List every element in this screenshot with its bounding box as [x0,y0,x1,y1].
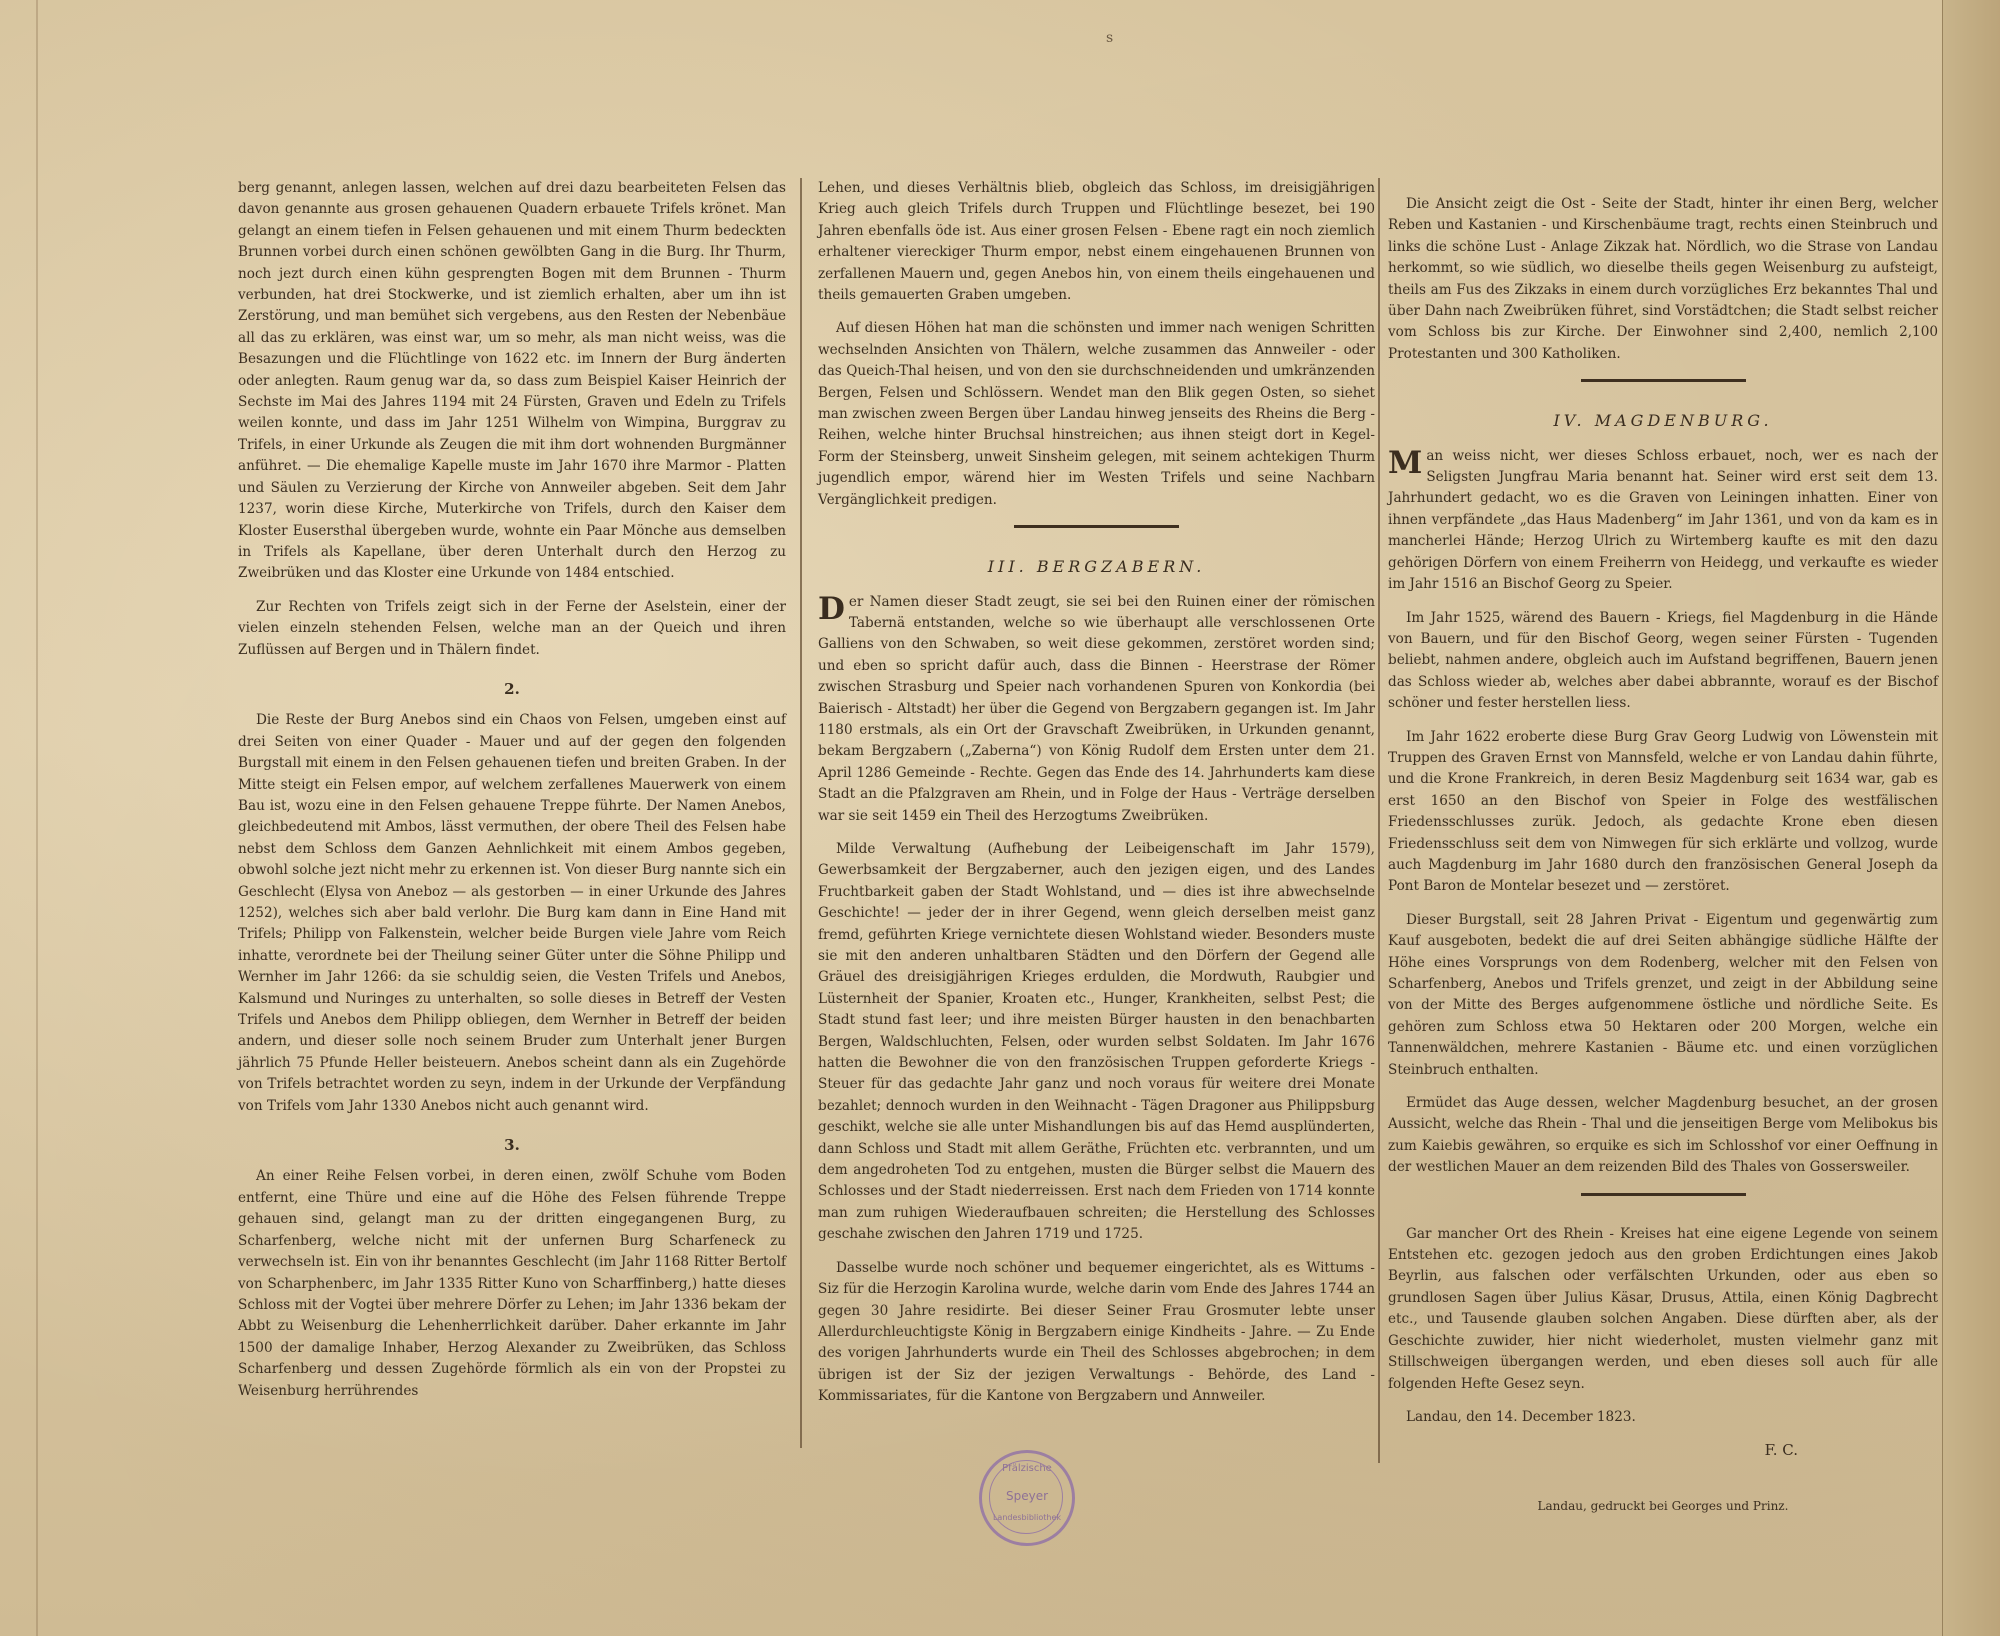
paragraph: Auf diesen Höhen hat man die schönsten und immer nach wenigen Schritten wechselnden Ansichten von Thälern, welche zusammen das Annweiler - oder das Queich-Thal heisen, und von den sie durchschneidenden und umkränzenden Bergen, Felsen und Schlössern. Wendet man den Blik gegen Osten, so siehet man zwischen zween Bergen über Landau hinweg jenseits des Rheins die Berg - Reihen, welche hinter Bruchsal hinstreichen; aus ihnen steigt dort in Kegel-Form der Steinsberg, unweit Sinsheim gelegen, mit seinem achtekigen Thurm jugendlich empor, wärend hier im Westen Trifels und seine Nachbarn Vergänglichkeit predigen. [818,320,1375,508]
text-column-right [1388,194,1938,1517]
section-divider [1581,1193,1746,1196]
paragraph-text: er Namen dieser Stadt zeugt, sie sei bei den Ruinen einer der römischen Tabernä entstanden, welche so wie überhaupt alle verschlossenen Orte Galliens von den Schwaben, so weit diese gekommen, zerstöret worden sind; und eben so spricht dafür auch, dass die Binnen - Heerstrase der Römer zwischen Strasburg und Speier nach vorhandenen Spuren von Konkordia (bei Baierisch - Altstadt) her über die Gegend von Bergzabern gegangen ist. Im Jahr 1180 erstmals, als ein Ort der Gravschaft Zweibrüken, in Urkunden genannt, bekam Bergzabern („Zaberna“) von König Rudolf dem Ersten unter dem 21. April 1286 Gemeinde - Rechte. Gegen das Ende des 14. Jahrhunderts kam diese Stadt an die Pfalzgraven am Rhein, und in Folge der Haus - Verträge derselben war sie seit 1459 ein Theil des Herzogtums Zweibrüken. [818,593,1375,824]
stamp-text-top: Pfälzische [1002,1463,1052,1474]
paragraph: Dieser Burgstall, seit 28 Jahren Privat - Eigentum und gegenwärtig zum Kauf ausgeboten, bedekt die auf drei Seiten abhängige südliche Hälfte der Höhe eines Vorsprungs von dem Rodenberg, welcher mit den Felsen von Scharfenberg, Anebos und Trifels grenzet, und zeigt in der Abbildung seine von der Mitte des Berges aufgenommene östliche und nördliche Seite. Es gehören zum Schloss etwa 50 Hektaren oder 200 Morgen, welche ein Tannenwäldchen, mehrere Kastanien - Bäume etc. und einen vorzüglichen Steinbruch enthalten. [1388,911,1938,1078]
paragraph: Zur Rechten von Trifels zeigt sich in der Ferne der Aselstein, einer der vielen einzeln stehenden Felsen, welche man an der Queich und ihren Zuflüssen auf Bergen und in Thälern findet. [238,598,786,658]
text-column-middle [818,178,1375,1420]
paragraph: Ermüdet das Auge dessen, welcher Magdenburg besuchet, an der grosen Aussicht, welche das Rhein - Thal und die jenseitigen Berge vom Melibokus bis zum Kaiebis gewähren, so erquike es sich im Schlosshof vor einer Oeffnung in der westlichen Mauer an dem reizenden Bild des Thales von Gossersweiler. [1388,1095,1938,1176]
paragraph-text: an weiss nicht, wer dieses Schloss erbauet, noch, wer es nach der Seligsten Jungfrau Maria benannt hat. Seiner wird erst seit dem 13. Jahrhundert gedacht, wo es die Graven von Leiningen inhatten. Einer von ihnen verpfändete „das Haus Madenberg“ im Jahr 1361, und von da kam es in mancherlei Hände; Herzog Ulrich zu Wirtemberg kaufte es mit den dazu gehörigen Dörfern von einem Freiherrn von Heidegg, und verkaufte es wieder im Jahr 1516 an Bischof Georg zu Speier. [1388,447,1938,593]
section-divider [1581,379,1746,382]
section-divider [1014,525,1179,528]
paragraph: An einer Reihe Felsen vorbei, in deren einen, zwölf Schuhe vom Boden entfernt, eine Thüre und eine auf die Höhe des Felsen führende Treppe gehauen sind, gelangt man zu der dritten eingegangenen Burg, zu Scharfenberg, welche nicht mit der unfernen Burg Scharfeneck zu verwechseln ist. Ein von ihr benanntes Geschlecht (im Jahr 1168 Ritter Bertolf von Scharphenberc, im Jahr 1335 Ritter Kuno von Scharffinberg,) hatte dieses Schloss mit der Vogtei über mehrere Dörfer zu Lehen; im Jahr 1336 bekam der Abbt zu Weisenburg die Lehenherrlichkeit darüber. Daher erkannte im Jahr 1500 der damalige Inhaber, Herzog Alexander zu Zweibrüken, das Schloss Scharfenberg und dessen Zugehörde förmlich als ein von der Propstei zu Weisenburg herrührendes [238,1168,786,1399]
printer-imprint: Landau, gedruckt bei Georges und Prinz. [1537,1498,1789,1513]
section-number: 3. [504,1136,520,1155]
library-stamp [979,1450,1075,1546]
paragraph: Gar mancher Ort des Rhein - Kreises hat eine eigene Legende von seinem Entstehen etc. gezogen jedoch aus den groben Erdichtungen eines Jakob Beyrlin, aus falschen oder verfälschten Urkunden, oder aus eben so grundlosen Sagen über Julius Käsar, Drusus, Attila, einen König Dagbrecht etc., und Tausende glauben solchen Angaben. Diese dürften aber, als der Geschichte zuwider, hier nicht wiederholet, musten vielmehr ganz mit Stillschweigen übergangen werden, und eben dieses soll auch für alle folgenden Hefte Gesez seyn. [1388,1225,1938,1392]
paragraph: Milde Verwaltung (Aufhebung der Leibeigenschaft im Jahr 1579), Gewerbsamkeit der Bergzaberner, auch den jezigen eigen, und des Landes Fruchtbarkeit gaben der Stadt Wohlstand, und — dies ist ihre abwechselnde Geschichte! — jeder der in ihrer Gegend, wenn gleich derselben meist ganz fremd, geführten Kriege vernichtete diesen Wohlstand wieder. Besonders muste sie mit den anderen unhaltbaren Städten und den Dörfern der Gegend alle Gräuel des dreisigjährigen Krieges erdulden, die Mordwuth, Raubgier und Lüsternheit der Spanier, Kroaten etc., Hunger, Krankheiten, selbst Pest; die Stadt stund fast leer; und ihre meisten Bürger hausten in den benachbarten Bergen, Waldschluchten, Felsen, oder wurden selbst Soldaten. Im Jahr 1676 hatten die Bewohner die von den französischen Truppen geforderte Kriegs - Steuer für das gedachte Jahr ganz und noch voraus für weitere drei Monate bezahlet; dennoch wurden in den Weihnacht - Tägen Dragoner aus Philippsburg geschikt, welche sie alle unter Mishandlungen bis auf das Hemd ausplünderten, dann Schloss und Stadt mit allem Geräthe, Früchten etc. verbrannten, und um dem angedroheten Tod zu entgehen, musten die Bürger selbst die Mauern des Schlosses und der Stadt niederreissen. Erst nach dem Frieden von 1714 konnte man zum ruhigen Wiederaufbauen schreiten; die Herstellung des Schlosses geschahe zwischen den Jahren 1719 und 1725. [818,840,1375,1243]
section-heading: IV. MAGDENBURG. [1553,411,1773,431]
page-mark: s [1106,30,1114,46]
paragraph: Die Reste der Burg Anebos sind ein Chaos von Felsen, umgeben einst auf drei Seiten von einer Quader - Mauer und auf der gegen den folgenden Burgstall mit einem in den Felsen gehauenen tiefen und breiten Graben. In der Mitte steigt ein Felsen empor, auf welchem zerfallenes Mauerwerk von einem Bau ist, wozu eine in den Felsen gehauene Treppe führte. Der Namen Anebos, gleichbedeutend mit Ambos, lässt vermuthen, der obere Theil des Felsen habe nebst dem Schloss dem Ganzen Aehnlichkeit mit einem Ambos gegeben, obwohl solche jezt nicht mehr zu erkennen ist. Von dieser Burg nannte sich ein Geschlecht (Elysa von Aneboz — als gestorben — in einer Urkunde des Jahres 1252), welches sich aber bald verlohr. Die Burg kam dann in Eine Hand mit Trifels; Philipp von Falkenstein, welcher beide Burgen viele Jahre vom Reich inhatte, verordnete bei der Theilung seiner Güter unter die Söhne Philipp und Wernher im Jahr 1266: da sie schuldig seien, die Vesten Trifels und Anebos, Kalsmund und Nuringes zu unterhalten, so solle dieses in Betreff der Vesten Trifels und Anebos dem Philipp obliegen, dem Wernher in Betreff der beiden andern, und dieser solle noch seinem Bruder zum Unterhalt jener Burgen jährlich 75 Pfunde Heller beisteuern. Anebos scheint dann als ein Zugehörde von Trifels betrachtet worden zu seyn, indem in der Urkunde der Verpfändung von Trifels vom Jahr 1330 Anebos nicht auch genannt wird. [238,712,786,1114]
paragraph: Im Jahr 1525, wärend des Bauern - Kriegs, fiel Magdenburg in die Hände von Bauern, und für den Bischof Georg, wegen seiner Fürsten - Tugenden beliebt, nahmen andere, obgleich auch im Aufstand begriffenen, Bauern jenen das Schloss wieder ab, welches aber dabei abbrannte, worauf es der Bischof schöner und fester herstellen liess. [1388,609,1938,712]
stamp-text-middle: Speyer [1005,1489,1049,1503]
drop-cap: M [1388,444,1423,481]
paragraph [1388,446,1938,596]
paragraph: berg genannt, anlegen lassen, welchen auf drei dazu bearbeiteten Felsen das davon genannte aus grosen gehauenen Quadern erbauete Trifels krönet. Man gelangt an einem tiefen in Felsen gehauenen und mit einem Thurm bedeckten Brunnen vorbei durch einen schönen gewölbten Gang in die Burg. Ihr Thurm, noch jezt durch einen kühn gesprengten Bogen mit dem Brunnen - Thurm verbunden, hat drei Stockwerke, und ist ziemlich erhalten, aber um ihn ist Zerstörung, und man bemühet sich vergebens, aus den Resten der Nebenbäue all das zu erklären, was einst war, um so mehr, als man nicht weiss, was die Besazungen und die Flüchtlinge von 1622 etc. im Innern der Burg änderten oder anlegten. Raum genug war da, so dass zum Beispiel Kaiser Heinrich der Sechste im Mai des Jahres 1194 mit 24 Fürsten, Graven und Edeln zu Trifels weilen konnte, und dass im Jahr 1251 Wilhelm von Wimpina, Burggrav zu Trifels, in einer Urkunde als Zeugen die mit ihm dort wohnenden Burgmänner anführet. — Die ehemalige Kapelle muste im Jahr 1670 ihre Marmor - Platten und Säulen zu Verzierung der Kirche von Annweiler abgeben. Seit dem Jahr 1237, worin diese Kirche, Muterkirche von Trifels, durch den Kaiser dem Kloster Eusersthal übergeben wurde, wohnte ein Paar Mönche aus demselben in Trifels als Kapellane, über deren Unterhalt durch den Herzog zu Zweibrüken und das Kloster eine Urkunde von 1484 entschied. [238,180,786,582]
paragraph: Die Ansicht zeigt die Ost - Seite der Stadt, hinter ihr einen Berg, welcher Reben und Kastanien - und Kirschenbäume tragt, rechts einen Steinbruch und links die schöne Lust - Anlage Zikzak hat. Nördlich, wo die Strase von Landau herkommt, so wie südlich, wo dieselbe theils gegen Weisenburg zu aufsteigt, theils am Fus des Zikzaks in einem durch vorzügliches Erz bekanntes Thal und über Dahn nach Zweibrüken führet, sind Vorstädtchen; die Stadt selbst reicher vom Schloss bis zur Kirche. Der Einwohner sind 2,400, nemlich 2,100 Protestanten und 300 Katholiken. [1388,196,1938,362]
drop-cap: D [818,590,845,627]
page-edge [1942,0,2000,1636]
paragraph [818,592,1375,827]
column-divider [800,178,802,1448]
stamp-text-bottom: Landesbibliothek [992,1513,1062,1522]
section-number: 2. [504,679,520,698]
dateline: Landau, den 14. December 1823. [1406,1408,1636,1425]
text-column-left [238,178,786,1414]
paragraph: Dasselbe wurde noch schöner und bequemer eingerichtet, als es Wittums - Siz für die Herzogin Karolina wurde, welche darin vom Ende des Jahres 1744 an gegen 30 Jahre residirte. Bei dieser Seiner Frau Grosmuter lebte unser Allerdurchleuchtigste König in Bergzabern einige Kindheits - Jahre. — Zu Ende des vorigen Jahrhunderts wurde ein Theil des Schlosses abgebrochen; in dem übrigen ist der Siz der jezigen Verwaltungs - Behörde, des Land - Kommissariates, für die Kantone von Bergzabern und Annweiler. [818,1259,1375,1405]
section-heading: III. BERGZABERN. [987,557,1206,577]
page-fold-line [36,0,38,1636]
signature: F. C. [1764,1441,1798,1460]
paragraph: Im Jahr 1622 eroberte diese Burg Grav Georg Ludwig von Löwenstein mit Truppen des Graven Ernst von Mannsfeld, welche er von Landau dahin führte, und die Krone Frankreich, in deren Besiz Magdenburg seit 1634 war, gab es erst 1650 an den Bischof von Speier in Folge des westfälischen Friedensschlusses zurük. Jedoch, als gedachte Krone eben diesen Friedensschluss seit dem von Nimwegen für sich erklärte und vollzog, wurde auch Magdenburg im Jahr 1680 durch den französischen General Joseph da Pont Baron de Montelar besezet und — zerstöret. [1388,728,1938,895]
column-divider [1378,178,1380,1463]
paragraph: Lehen, und dieses Verhältnis blieb, obgleich das Schloss, im dreisigjährigen Krieg auch gleich Trifels durch Truppen und Flüchtlinge besezet, bei 190 Jahren ebenfalls öde ist. Aus einer grosen Felsen - Ebene ragt ein noch ziemlich erhaltener viereckiger Thurm empor, nebst einem eingehauenen Brunnen von zerfallenen Mauern und, gegen Anebos hin, von einem theils eingehauenen und theils gemauerten Graben umgeben. [818,180,1375,304]
